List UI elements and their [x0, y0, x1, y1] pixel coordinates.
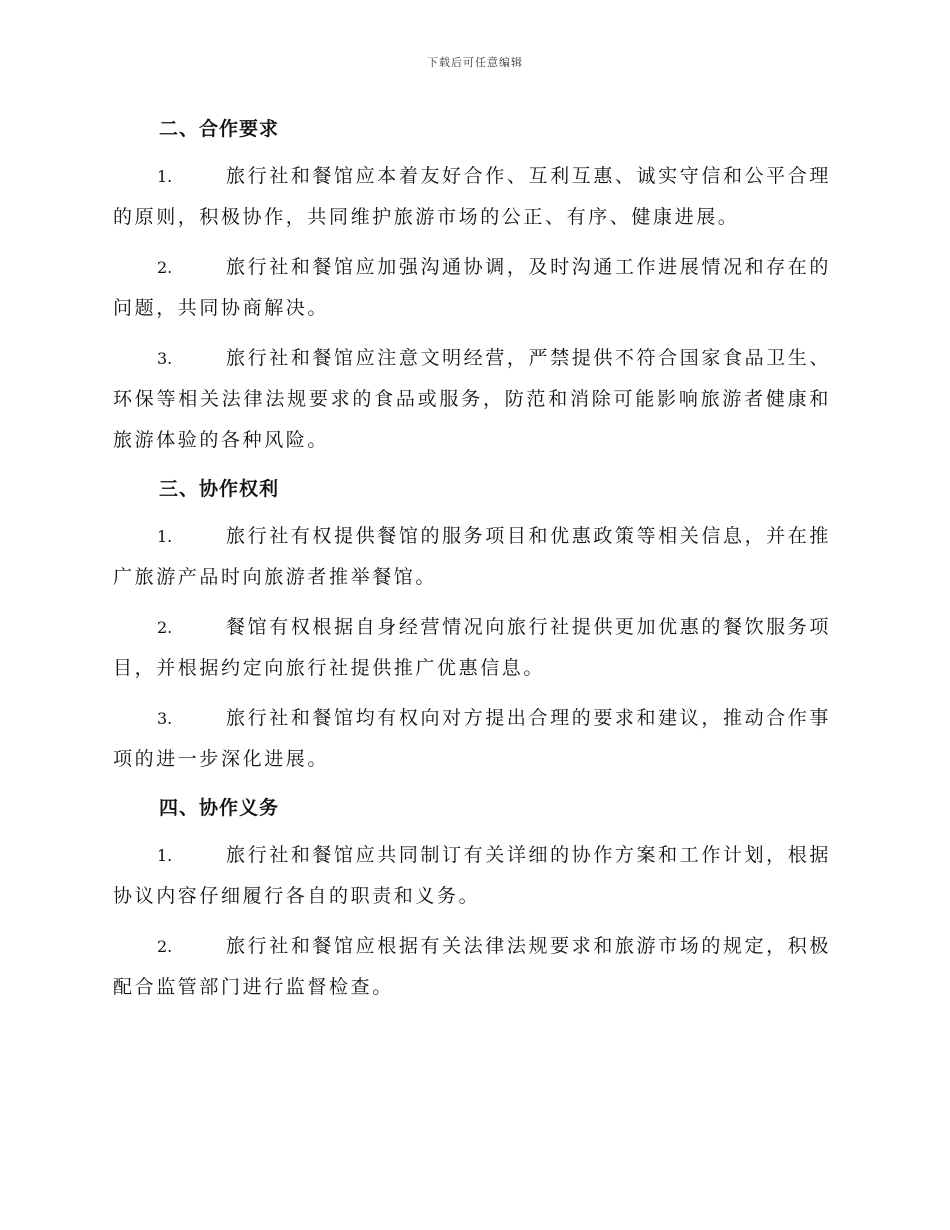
item-text: 旅行社和餐馆均有权向对方提出合理的要求和建议，推动合作事项的进一步深化进展。	[113, 707, 831, 770]
list-item	[113, 156, 831, 238]
list-item	[113, 926, 831, 1008]
item-number: 1.	[157, 846, 173, 865]
document-body	[113, 110, 831, 1017]
list-item	[113, 338, 831, 461]
list-item	[113, 247, 831, 329]
item-text: 餐馆有权根据自身经营情况向旅行社提供更加优惠的餐饮服务项目，并根据约定向旅行社提供推广优惠信息。	[113, 616, 831, 679]
item-text: 旅行社和餐馆应共同制订有关详细的协作方案和工作计划，根据协议内容仔细履行各自的职责和义务。	[113, 844, 831, 907]
item-text: 旅行社和餐馆应根据有关法律法规要求和旅游市场的规定，积极配合监管部门进行监督检查。	[113, 935, 831, 998]
section-cooperation-obligations	[113, 789, 831, 1008]
item-text: 旅行社有权提供餐馆的服务项目和优惠政策等相关信息，并在推广旅游产品时向旅游者推举餐馆。	[113, 525, 831, 588]
list-item	[113, 516, 831, 598]
section-heading: 二、合作要求	[159, 118, 280, 140]
item-number: 3.	[157, 709, 173, 728]
item-number: 2.	[157, 258, 173, 277]
item-number: 2.	[157, 618, 173, 637]
section-heading: 四、协作义务	[159, 797, 280, 819]
list-item	[113, 607, 831, 689]
section-cooperation-rights	[113, 470, 831, 780]
list-item	[113, 698, 831, 780]
item-text: 旅行社和餐馆应本着友好合作、互利互惠、诚实守信和公平合理的原则，积极协作，共同维护旅游市场的公正、有序、健康进展。	[113, 165, 831, 228]
item-number: 3.	[157, 349, 173, 368]
item-text: 旅行社和餐馆应加强沟通协调，及时沟通工作进展情况和存在的问题，共同协商解决。	[113, 256, 831, 319]
item-number: 1.	[157, 527, 173, 546]
item-number: 1.	[157, 167, 173, 186]
section-cooperation-requirements	[113, 110, 831, 461]
section-heading: 三、协作权利	[159, 478, 280, 500]
item-text: 旅行社和餐馆应注意文明经营，严禁提供不符合国家食品卫生、环保等相关法律法规要求的食品或服务，防范和消除可能影响旅游者健康和旅游体验的各种风险。	[113, 347, 831, 451]
page-header-note: 下载后可任意编辑	[427, 56, 523, 69]
item-number: 2.	[157, 937, 173, 956]
list-item	[113, 835, 831, 917]
